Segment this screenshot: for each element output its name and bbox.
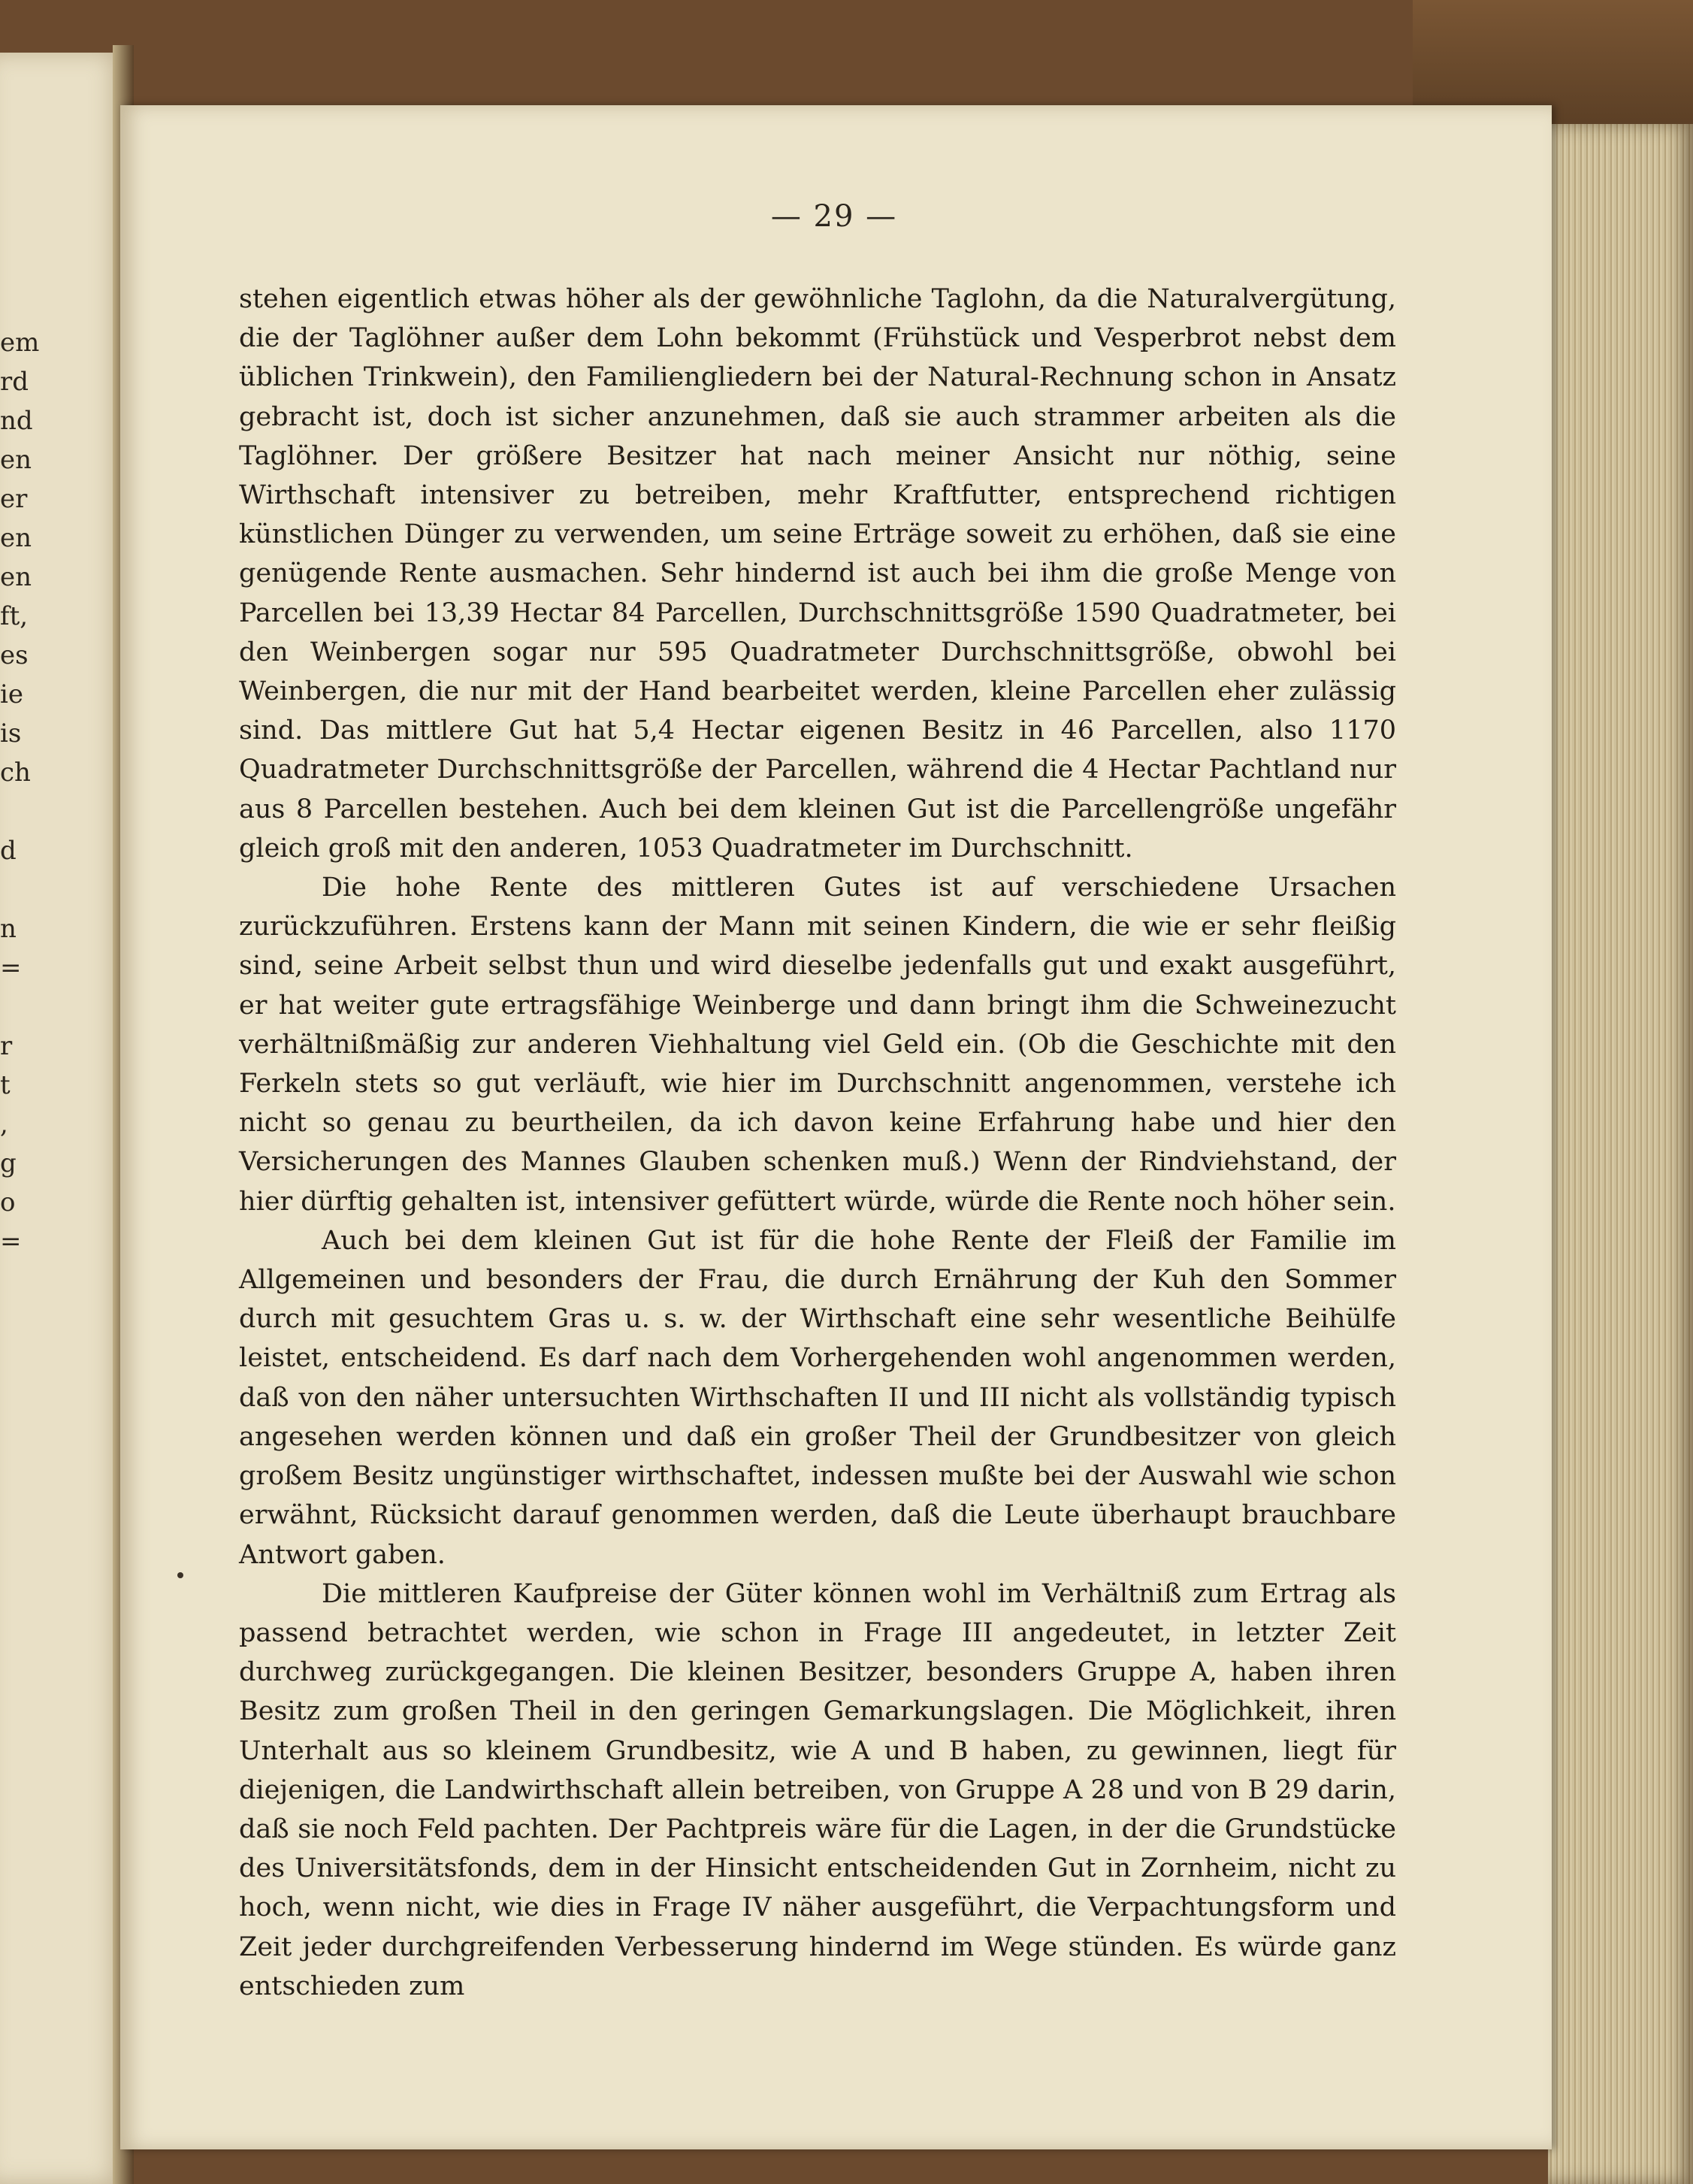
fragment: ch — [0, 758, 31, 788]
fragment: = — [0, 1227, 22, 1257]
fragment: ie — [0, 679, 23, 709]
fragment: nd — [0, 406, 33, 436]
fragment: es — [0, 640, 29, 670]
left-page-text-fragments — [0, 323, 40, 1261]
book-page-edges — [1548, 124, 1693, 2184]
fragment: is — [0, 718, 22, 749]
paragraph: Auch bei dem kleinen Gut ist für die hohe Rente der Fleiß der Familie im Allgemeinen und besonders der Frau, die durch Ernährung der Kuh den Sommer durch mit gesuchtem Gras u. s. w. der Wirthschaft eine sehr wesentliche Beihülfe leistet, entscheidend. Es darf nach dem Vorhergehenden wohl angenommen werden, daß von den näher untersuchten Wirthschaften II und III nicht als vollständig typisch angesehen werden können und daß ein großer Theil der Grundbesitzer von gleich großem Besitz ungünstiger wirthschaftet, indessen mußte bei der Auswahl wie schon erwähnt, Rücksicht darauf genommen werden, daß die Leute überhaupt brauchbare Antwort gaben. — [239, 1225, 1396, 1570]
fragment: d — [0, 836, 17, 866]
fragment: en — [0, 523, 32, 553]
fragment: t — [0, 1070, 11, 1100]
paragraph: Die hohe Rente des mittleren Gutes ist auf verschiedene Ursachen zurückzuführen. Erstens kann der Mann mit seinen Kindern, die wie er sehr fleißig sind, seine Arbeit selbst thun und wird dieselbe jedenfalls gut und exakt ausgeführt, er hat weiter gute ertragsfähige Weinberge und dann bringt ihm die Schweinezucht verhältnißmäßig zur anderen Viehhaltung viel Geld ein. (Ob die Geschichte mit den Ferkeln stets so gut verläuft, wie hier im Durchschnitt angenommen, verstehe ich nicht so genau zu beurtheilen, da ich davon keine Erfahrung habe und hier den Versicherungen des Mannes Glauben schenken muß.) Wenn der Rindviehstand, der hier dürftig gehalten ist, intensiver gefüttert würde, würde die Rente noch höher sein. — [239, 873, 1396, 1217]
fragment — [0, 988, 34, 1027]
margin-dot-mark — [177, 1572, 183, 1578]
left-page-edge — [0, 53, 126, 2184]
fragment: em — [0, 328, 40, 358]
fragment: ft, — [0, 601, 29, 631]
fragment: n — [0, 914, 17, 944]
fragment: = — [0, 953, 22, 983]
paragraph: Die mittleren Kaufpreise der Güter können wohl im Verhältniß zum Ertrag als passend betrachtet werden, wie schon in Frage III angedeutet, in letzter Zeit durchweg zurückgegangen. Die kleinen Besitzer, besonders Gruppe A, haben ihren Besitz zum großen Theil in den geringen Gemarkungslagen. Die Möglichkeit, ihren Unterhalt aus so kleinem Grundbesitz, wie A und B haben, zu gewinnen, liegt für diejenigen, die Landwirthschaft allein betreiben, von Gruppe A 28 und von B 29 darin, daß sie noch Feld pachten. Der Pachtpreis wäre für die Lagen, in der die Grundstücke des Universitätsfonds, dem in der Hinsicht entscheidenden Gut in Zornheim, nicht zu hoch, wenn nicht, wie dies in Frage IV näher ausgeführt, die Verpachtungsform und Zeit jeder durchgreifenden Verbesserung hindernd im Wege stünden. Es würde ganz entschieden zum — [239, 1578, 1396, 2001]
fragment — [0, 870, 34, 909]
page-body-text — [239, 280, 1396, 2006]
fragment: en — [0, 445, 32, 475]
paragraph: stehen eigentlich etwas höher als der gewöhnliche Taglohn, da die Naturalvergütung, die der Taglöhner außer dem Lohn bekommt (Frühstück und Vesperbrot nebst dem üblichen Trinkwein), den Familiengliedern bei der Natural-Rechnung schon in Ansatz gebracht ist, doch ist sicher anzunehmen, daß sie auch strammer arbeiten als die Taglöhner. Der größere Besitzer hat nach meiner Ansicht nur nöthig, seine Wirthschaft intensiver zu betreiben, mehr Kraftfutter, entsprechend richtigen künstlichen Dünger zu verwenden, um seine Erträge soweit zu erhöhen, daß sie eine genügende Rente ausmachen. Sehr hindernd ist auch bei ihm die große Menge von Parcellen bei 13,39 Hectar 84 Parcellen, Durchschnittsgröße 1590 Quadratmeter, bei den Weinbergen sogar nur 595 Quadratmeter Durchschnittsgröße, obwohl bei Weinbergen, die nur mit der Hand bearbeitet werden, kleine Parcellen eher zulässig sind. Das mittlere Gut hat 5,4 Hectar eigenen Besitz in 46 Parcellen, also 1170 Quadratmeter Durchschnittsgröße der Parcellen, während die 4 Hectar Pachtland nur aus 8 Parcellen bestehen. Auch bei dem kleinen Gut ist die Parcellengröße ungefähr gleich groß mit den anderen, 1053 Quadratmeter im Durchschnitt. — [239, 284, 1396, 864]
fragment — [0, 792, 34, 831]
fragment: r — [0, 1031, 13, 1061]
fragment: , — [0, 1109, 8, 1139]
fragment: er — [0, 484, 28, 514]
fragment: en — [0, 562, 32, 592]
fragment: rd — [0, 367, 29, 397]
fragment: o — [0, 1187, 16, 1218]
page-number: — 29 — — [770, 199, 898, 234]
fragment: g — [0, 1148, 17, 1178]
